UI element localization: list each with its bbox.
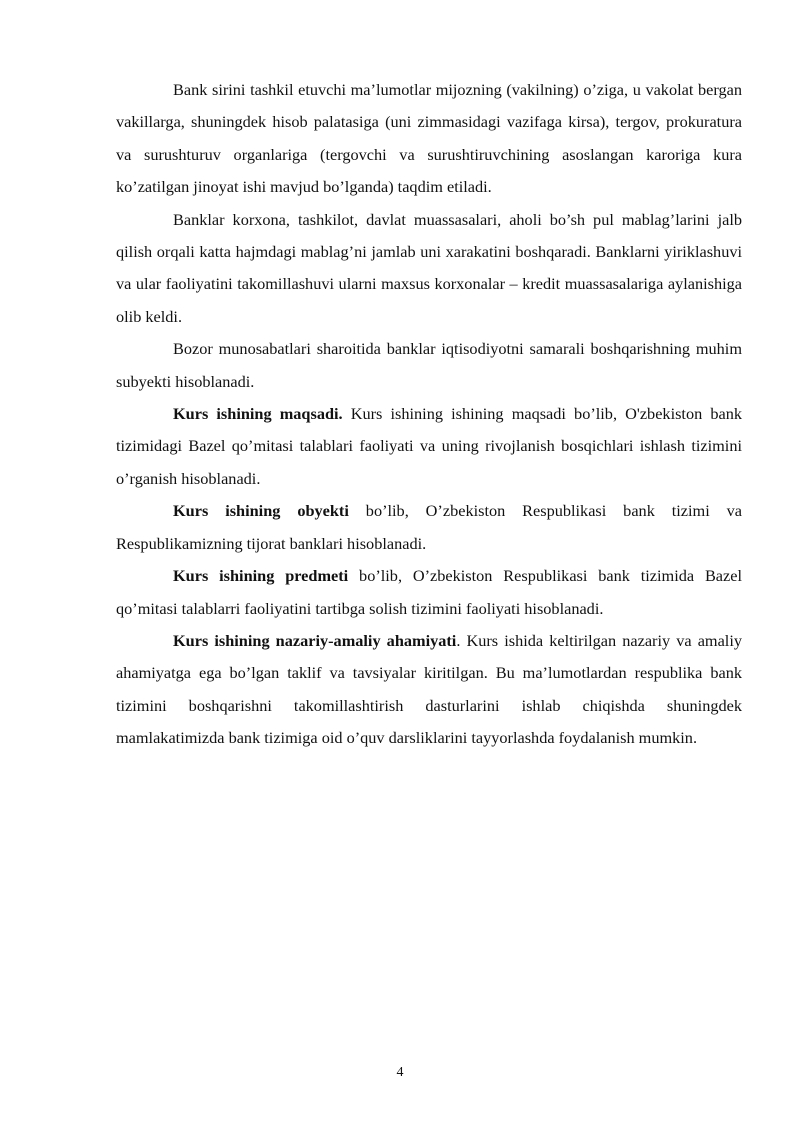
paragraph-bank-secrecy [116,74,742,204]
paragraph-text: Bank sirini tashkil etuvchi ma’lumotlar mijozning (vakilning) o’ziga, u vakolat bergan vakillarga, shuningdek hisob palatasiga (uni zimmasidagi vazifaga kirsa), tergov, prokuratura va surushturuv organlariga (tergovchi va surushtiruvchining asoslangan karoriga kura ko’zatilgan jinoyat ishi mavjud bo’lganda) taqdim etiladi. [116,80,742,197]
paragraph-text: . Kurs ishida keltirilgan nazariy va amaliy ahamiyatga ega bo’lgan taklif va tavsiyalar kiritilgan. Bu ma’lumotlardan respublika bank tizimini boshqarishni takomillashtirish dasturlarini ishlab chiqishda shuningdek mamlakatimizda bank tizimiga oid o’quv darsliklarini tayyorlashda foydalanish mumkin. [116,630,742,748]
paragraph-text: bo’lib, O’zbekiston Respublikasi bank tizimi va Respublikamizning tijorat banklari hisoblanadi. [116,501,743,553]
paragraph-course-subject [116,560,742,625]
paragraph-market-relations [116,333,742,398]
paragraph-lead: Kurs ishining nazariy-amaliy ahamiyati [173,630,457,650]
paragraph-course-significance [116,625,742,755]
paragraph-course-goal [116,398,742,495]
paragraph-text: Kurs ishining ishining maqsadi bo’lib, O'zbekiston bank tizimidagi Bazel qo’mitasi talablari faoliyati va uning rivojlanish bosqichlari ishlash tizimini o’rganish hisoblanadi. [116,404,742,488]
page-body [116,74,742,755]
paragraph-course-object [116,495,742,560]
paragraph-text: Bozor munosabatlari sharoitida banklar iqtisodiyotni samarali boshqarishning muhim subyekti hisoblanadi. [116,339,742,391]
paragraph-lead: Kurs ishining maqsadi. [173,404,343,424]
paragraph-text: bo’lib, O’zbekiston Respublikasi bank tizimida Bazel qo’mitasi talablarri faoliyatini tartibga solish tizimini faoliyati hisoblanadi. [116,566,743,618]
paragraph-lead: Kurs ishining obyekti [173,501,349,521]
paragraph-lead: Kurs ishining predmeti [173,566,349,586]
paragraph-banks-role [116,204,742,334]
page-number: 4 [396,1065,404,1080]
paragraph-text: Banklar korxona, tashkilot, davlat muassasalari, aholi bo’sh pul mablag’larini jalb qilish orqali katta hajmdagi mablag’ni jamlab uni xarakatini boshqaradi. Banklarni yiriklashuvi va ular faoliyatini takomillashuvi ularni maxsus korxonalar – kredit muassasalariga aylanishiga olib keldi. [116,209,742,326]
